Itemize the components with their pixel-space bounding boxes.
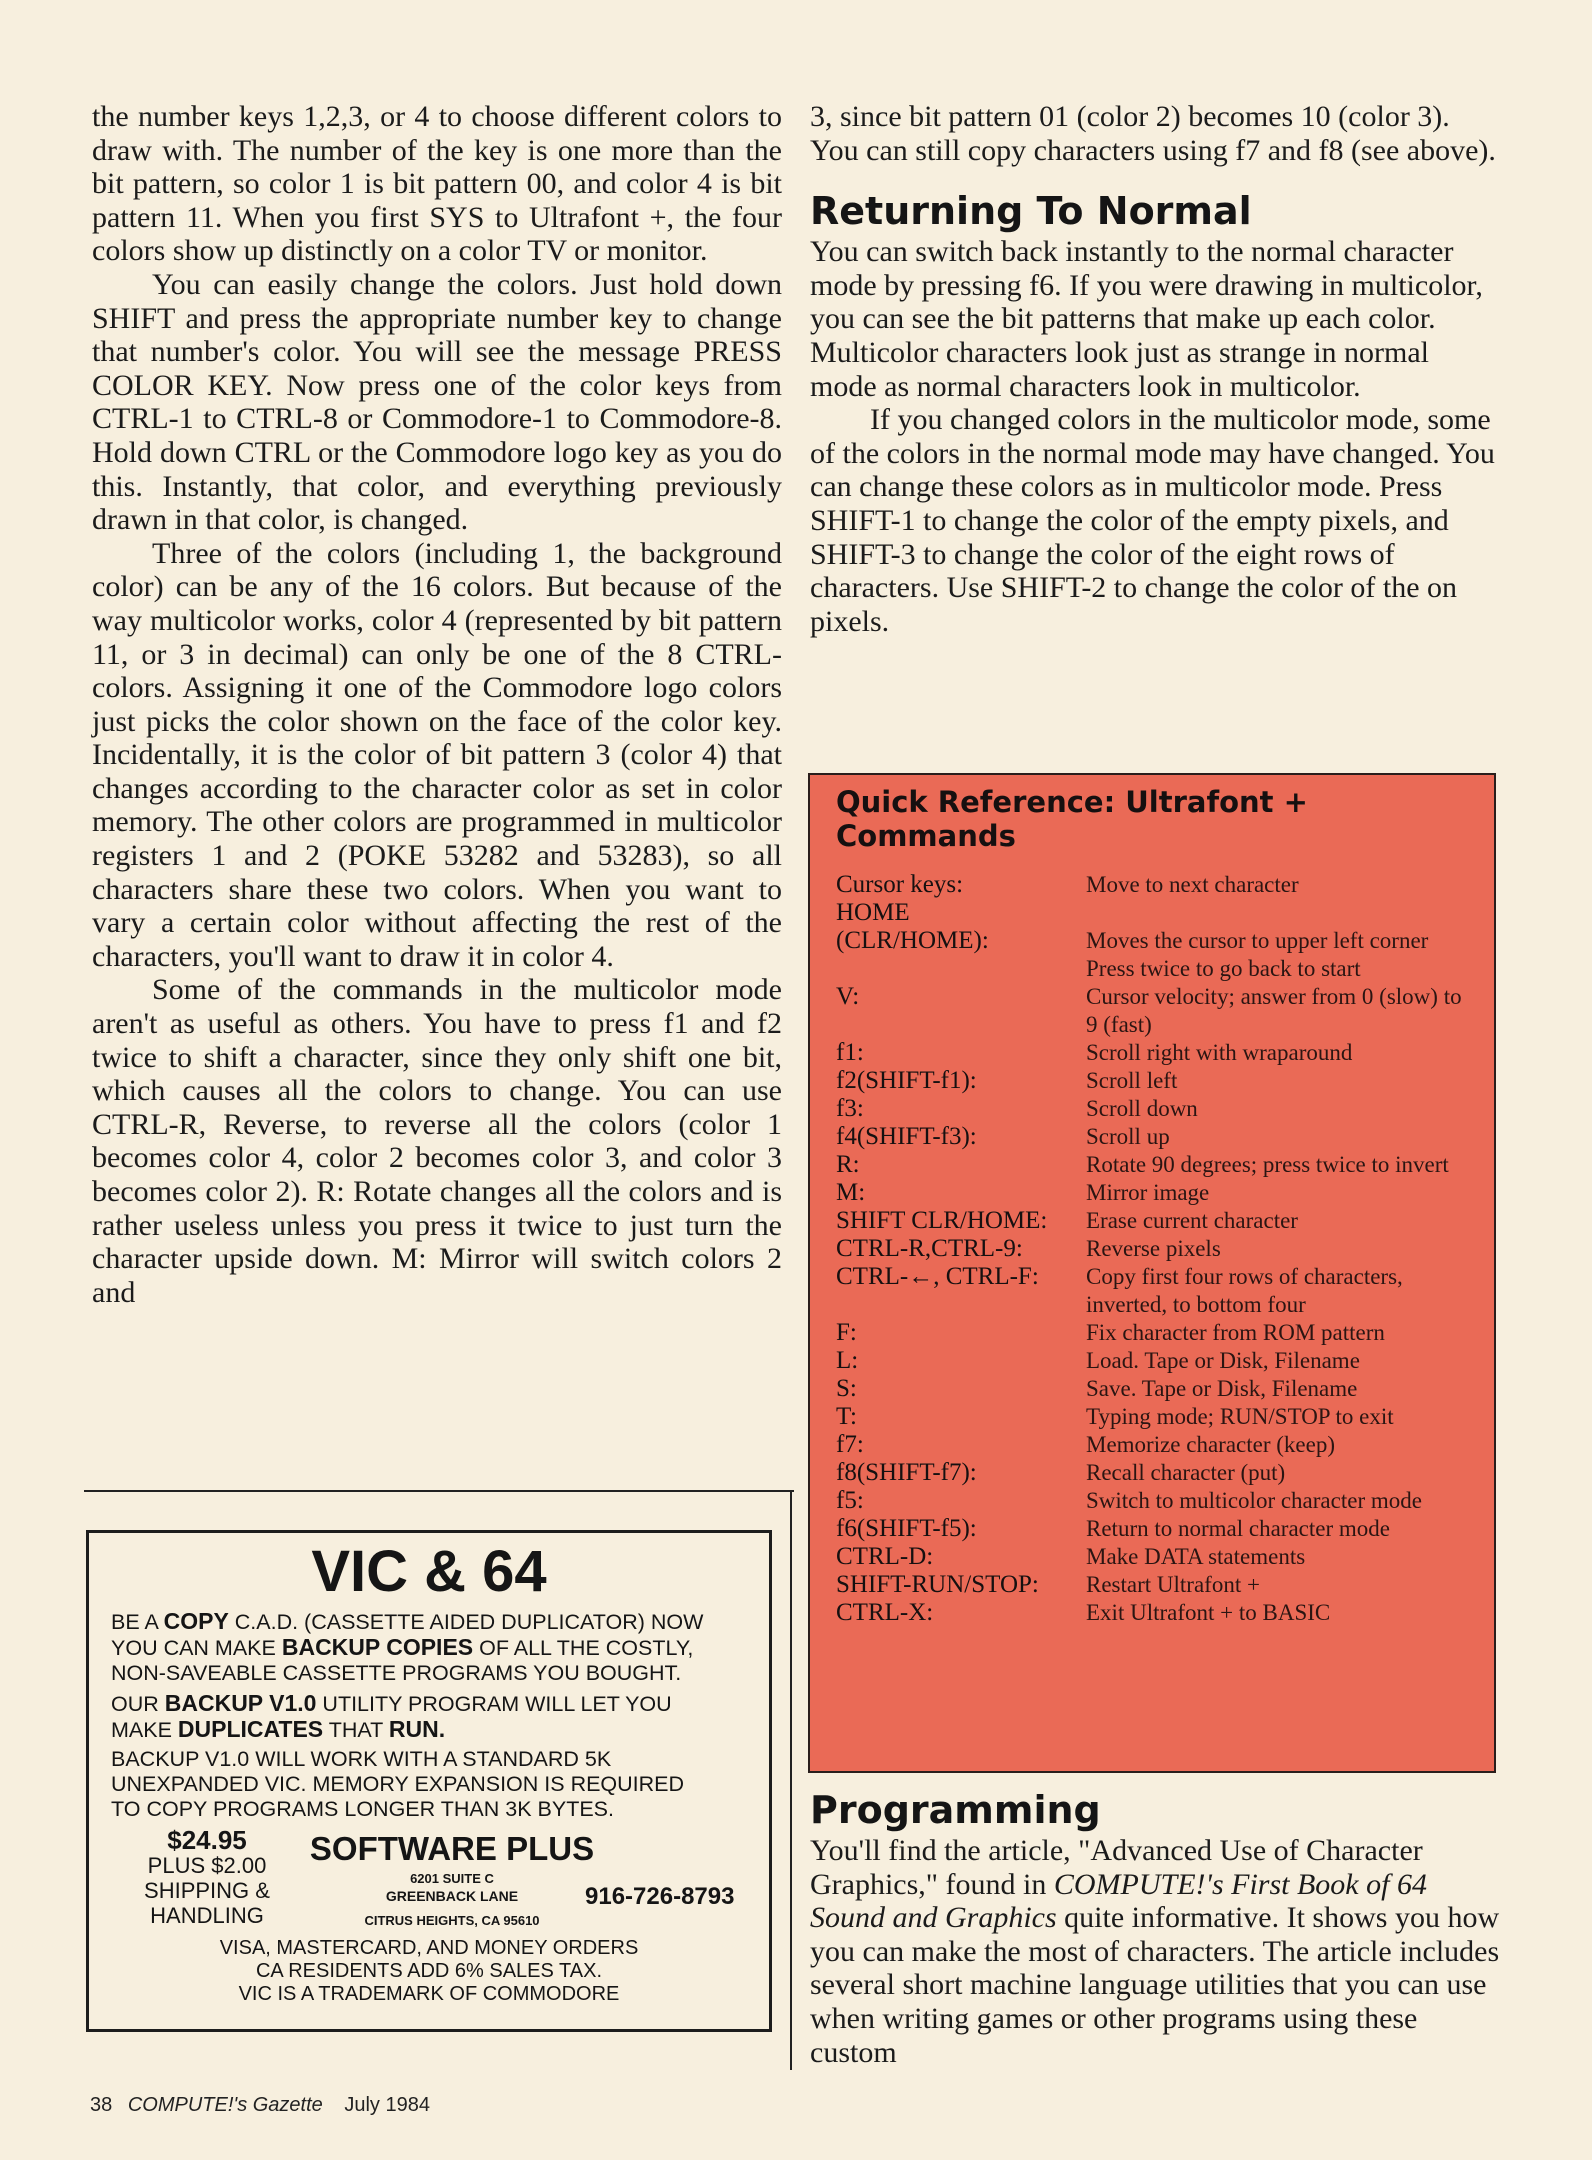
ad-copy-paragraph xyxy=(111,1609,761,1686)
quick-reference-row xyxy=(836,1599,1478,1627)
command-description: Restart Ultrafont + xyxy=(1086,1572,1260,1597)
ad-text: VIC IS A TRADEMARK OF COMMODORE xyxy=(238,1983,620,2005)
quick-reference-row xyxy=(836,1039,1478,1067)
quick-reference-row xyxy=(836,1263,1478,1319)
command-key: f8(SHIFT-f7): xyxy=(836,1459,977,1486)
quick-reference-row xyxy=(836,1375,1478,1403)
ad-requirements-paragraph xyxy=(111,1747,761,1822)
ad-price-shipping: HANDLING xyxy=(150,1903,264,1928)
ad-price: $24.95 xyxy=(167,1825,247,1855)
command-key: V: xyxy=(836,983,860,1010)
command-description: Moves the cursor to upper left corner xyxy=(1086,928,1429,953)
quick-reference-table xyxy=(836,871,1478,1627)
magazine-name: COMPUTE!'s Gazette xyxy=(127,2094,323,2116)
ad-phone-number: 916-726-8793 xyxy=(585,1883,735,1910)
ad-title: VIC & 64 xyxy=(311,1539,547,1604)
page-footer xyxy=(90,2094,430,2117)
command-description: Erase current character xyxy=(1086,1208,1298,1233)
right-paragraph-4 xyxy=(810,1834,1500,2069)
ad-text: THAT xyxy=(323,1718,389,1742)
quick-reference-row xyxy=(836,1347,1478,1375)
command-key xyxy=(836,955,1086,983)
quick-reference-row xyxy=(836,1235,1478,1263)
ad-divider-horizontal xyxy=(84,1490,794,1492)
command-key: R: xyxy=(836,1151,860,1178)
command-description: Scroll left xyxy=(1086,1068,1178,1093)
ad-text: MAKE xyxy=(111,1718,178,1742)
column-divider-vertical xyxy=(790,1490,792,2070)
command-key: CTRL-D: xyxy=(836,1543,934,1570)
command-description: Save. Tape or Disk, Filename xyxy=(1086,1376,1358,1401)
command-key: L: xyxy=(836,1347,859,1374)
ad-backup-paragraph xyxy=(111,1691,761,1743)
ad-text: TO COPY PROGRAMS LONGER THAN 3K BYTES. xyxy=(111,1797,614,1821)
left-paragraph-1: the number keys 1,2,3, or 4 to choose different colors to draw with. The number of the key is one more than the bit pattern, so color 1 is bit pattern 00, and color 4 is bit pattern 11. When you first SYS to Ultrafont +, the four colors show up distinctly on a color TV or monitor. xyxy=(92,100,782,268)
ad-text: OUR xyxy=(111,1692,165,1716)
ad-text: YOU CAN MAKE xyxy=(111,1636,282,1660)
quick-reference-row xyxy=(836,1067,1478,1095)
command-description: Copy first four rows of characters, inverted, to bottom four xyxy=(1086,1264,1403,1317)
left-paragraph-3: Three of the colors (including 1, the background color) can be any of the 16 colors. But because of the way multicolor works, color 4 (represented by bit pattern 11, or 3 in decimal) can only be one of the 8 CTRL-colors. Assigning it one of the Commodore logo colors just picks the color shown on the face of the color key. Incidentally, it is the color of bit pattern 3 (color 4) that changes according to the character color as set in color memory. The other colors are programmed in multicolor registers 1 and 2 (POKE 53282 and 53283), so all characters share these two colors. When you want to vary a certain color without affecting the rest of the characters, you'll want to draw it in color 4. xyxy=(92,536,782,973)
quick-reference-row xyxy=(836,1487,1478,1515)
command-key: f4(SHIFT-f3): xyxy=(836,1123,977,1150)
command-description: Scroll down xyxy=(1086,1096,1198,1121)
command-key: f2(SHIFT-f1): xyxy=(836,1067,977,1094)
command-key: HOME xyxy=(836,899,910,926)
quick-reference-row xyxy=(836,1459,1478,1487)
quick-reference-row xyxy=(836,1151,1478,1179)
command-description: Load. Tape or Disk, Filename xyxy=(1086,1348,1360,1373)
command-description: Typing mode; RUN/STOP to exit xyxy=(1086,1404,1394,1429)
quick-reference-row xyxy=(836,871,1478,899)
heading-programming: Programming xyxy=(810,1788,1101,1832)
quick-reference-row xyxy=(836,1571,1478,1599)
command-key: F: xyxy=(836,1319,857,1346)
command-key: f6(SHIFT-f5): xyxy=(836,1515,977,1542)
ad-text-bold: BACKUP V1.0 xyxy=(164,1690,317,1716)
quick-reference-row xyxy=(836,955,1478,983)
command-description: Make DATA statements xyxy=(1086,1544,1306,1569)
right-column xyxy=(810,100,1500,638)
ad-company-name: SOFTWARE PLUS xyxy=(309,1830,595,1867)
ad-address-line-3: CITRUS HEIGHTS, CA 95610 xyxy=(364,1913,540,1928)
command-description: Rotate 90 degrees; press twice to invert xyxy=(1086,1152,1449,1177)
right-paragraph-2: You can switch back instantly to the normal character mode by pressing f6. If you were drawing in multicolor, you can see the bit patterns that make up each color. Multicolor characters look just as strange in normal mode as normal characters look in multicolor. xyxy=(810,235,1483,403)
command-key: CTRL-X: xyxy=(836,1599,934,1626)
ad-address-line-2: GREENBACK LANE xyxy=(385,1888,519,1904)
command-description: Reverse pixels xyxy=(1086,1236,1221,1261)
command-description: Recall character (put) xyxy=(1086,1460,1286,1485)
command-key: f7: xyxy=(836,1431,864,1458)
command-key: T: xyxy=(836,1403,857,1430)
book-title: COMPUTE!'s First Book of 64 Sound and Graphics xyxy=(810,1867,1427,1935)
command-description: Press twice to go back to start xyxy=(1086,956,1361,981)
quick-reference-box xyxy=(808,773,1496,1773)
command-key: SHIFT-RUN/STOP: xyxy=(836,1571,1039,1598)
ad-text: BE A xyxy=(111,1610,164,1634)
ad-price-shipping: PLUS $2.00 xyxy=(147,1853,267,1878)
ad-text: VISA, MASTERCARD, AND MONEY ORDERS xyxy=(219,1937,639,1959)
ad-text: UTILITY PROGRAM WILL LET YOU xyxy=(316,1692,672,1716)
ad-text: CA RESIDENTS ADD 6% SALES TAX. xyxy=(255,1960,603,1982)
command-key: f1: xyxy=(836,1039,864,1066)
ad-footer-text xyxy=(89,1937,769,2006)
quick-reference-row xyxy=(836,983,1478,1039)
right-paragraph-1: 3, since bit pattern 01 (color 2) becomes 10 (color 3). You can still copy characters using f7 and f8 (see above). xyxy=(810,100,1496,167)
command-key: S: xyxy=(836,1375,857,1402)
software-plus-advertisement xyxy=(86,1530,772,2032)
ad-text-bold: RUN. xyxy=(388,1716,446,1742)
ad-price-block xyxy=(117,1825,297,1928)
command-description: Exit Ultrafont + to BASIC xyxy=(1086,1600,1331,1625)
command-key: SHIFT CLR/HOME: xyxy=(836,1207,1048,1234)
command-description xyxy=(1086,899,1478,927)
command-key: M: xyxy=(836,1179,866,1206)
command-key: Cursor keys: xyxy=(836,871,964,898)
command-description: Fix character from ROM pattern xyxy=(1086,1320,1385,1345)
quick-reference-title: Quick Reference: Ultrafont + Commands xyxy=(836,785,1308,853)
page-number: 38 xyxy=(90,2094,113,2116)
programming-text-b: quite informative. It shows you how you can make the most of characters. The article includes several short machine language utilities that you can use when writing games or other programs using these custom xyxy=(810,1901,1500,2069)
ad-address-line-1: 6201 SUITE C xyxy=(410,1871,494,1886)
quick-reference-row xyxy=(836,1123,1478,1151)
ad-text-bold: BACKUP COPIES xyxy=(281,1634,474,1660)
command-description: Move to next character xyxy=(1086,872,1299,897)
right-paragraph-3: If you changed colors in the multicolor mode, some of the colors in the normal mode may have changed. You can change these colors as in multicolor mode. Press SHIFT-1 to change the color of the empty pixels, and SHIFT-3 to change the color of the eight rows of characters. Use SHIFT-2 to change the color of the on pixels. xyxy=(810,403,1495,638)
quick-reference-row xyxy=(836,1207,1478,1235)
command-key: (CLR/HOME): xyxy=(836,927,989,954)
programming-text-a: You'll find the article, "Advanced Use of Character Graphics," found in xyxy=(810,1834,1423,1901)
command-description: Switch to multicolor character mode xyxy=(1086,1488,1422,1513)
quick-reference-row xyxy=(836,1403,1478,1431)
command-key: f5: xyxy=(836,1487,864,1514)
issue-date: July 1984 xyxy=(344,2094,430,2116)
quick-reference-row xyxy=(836,1319,1478,1347)
command-description: Memorize character (keep) xyxy=(1086,1432,1336,1457)
left-column xyxy=(92,100,782,1309)
ad-text: NON-SAVEABLE CASSETTE PROGRAMS YOU BOUGHT. xyxy=(111,1661,682,1685)
heading-returning-to-normal: Returning To Normal xyxy=(810,189,1252,234)
left-paragraph-2: You can easily change the colors. Just hold down SHIFT and press the appropriate number key to change that number's color. You will see the message PRESS COLOR KEY. Now press one of the color keys from CTRL-1 to CTRL-8 or Commodore-1 to Commodore-8. Hold down CTRL or the Commodore logo key as you do this. Instantly, that color, and everything previously drawn in that color, is changed. xyxy=(92,267,782,537)
programming-section xyxy=(810,1788,1500,2069)
ad-text-bold: DUPLICATES xyxy=(177,1716,324,1742)
ad-price-shipping: SHIPPING & xyxy=(144,1878,270,1903)
left-paragraph-4: Some of the commands in the multicolor mode aren't as useful as others. You have to press f1 and f2 twice to shift a character, since they only shift one bit, which causes all the colors to change. You can use CTRL-R, Reverse, to reverse all the colors (color 1 becomes color 4, color 2 becomes color 3, and color 3 becomes color 2). R: Rotate changes all the colors and is rather useless unless you press it twice to just turn the character upside down. M: Mirror will switch colors 2 and xyxy=(92,973,782,1309)
quick-reference-row xyxy=(836,1543,1478,1571)
command-key: f3: xyxy=(836,1095,864,1122)
ad-text: BACKUP V1.0 WILL WORK WITH A STANDARD 5K xyxy=(111,1747,612,1771)
command-key: CTRL-←, CTRL-F: xyxy=(836,1263,1039,1290)
quick-reference-row xyxy=(836,1179,1478,1207)
command-description: Scroll up xyxy=(1086,1124,1170,1149)
quick-reference-row xyxy=(836,899,1478,927)
command-description: Mirror image xyxy=(1086,1180,1210,1205)
ad-text: UNEXPANDED VIC. MEMORY EXPANSION IS REQUIRED xyxy=(111,1772,685,1796)
ad-text-bold: COPY xyxy=(163,1608,229,1634)
command-description: Cursor velocity; answer from 0 (slow) to 9 (fast) xyxy=(1086,984,1462,1037)
ad-text: C.A.D. (CASSETTE AIDED DUPLICATOR) NOW xyxy=(228,1610,704,1634)
quick-reference-row xyxy=(836,1095,1478,1123)
quick-reference-row xyxy=(836,1431,1478,1459)
ad-text: OF ALL THE COSTLY, xyxy=(473,1636,694,1660)
quick-reference-row xyxy=(836,1515,1478,1543)
command-description: Scroll right with wraparound xyxy=(1086,1040,1353,1065)
command-description: Return to normal character mode xyxy=(1086,1516,1390,1541)
quick-reference-row xyxy=(836,927,1478,955)
command-key: CTRL-R,CTRL-9: xyxy=(836,1235,1023,1262)
